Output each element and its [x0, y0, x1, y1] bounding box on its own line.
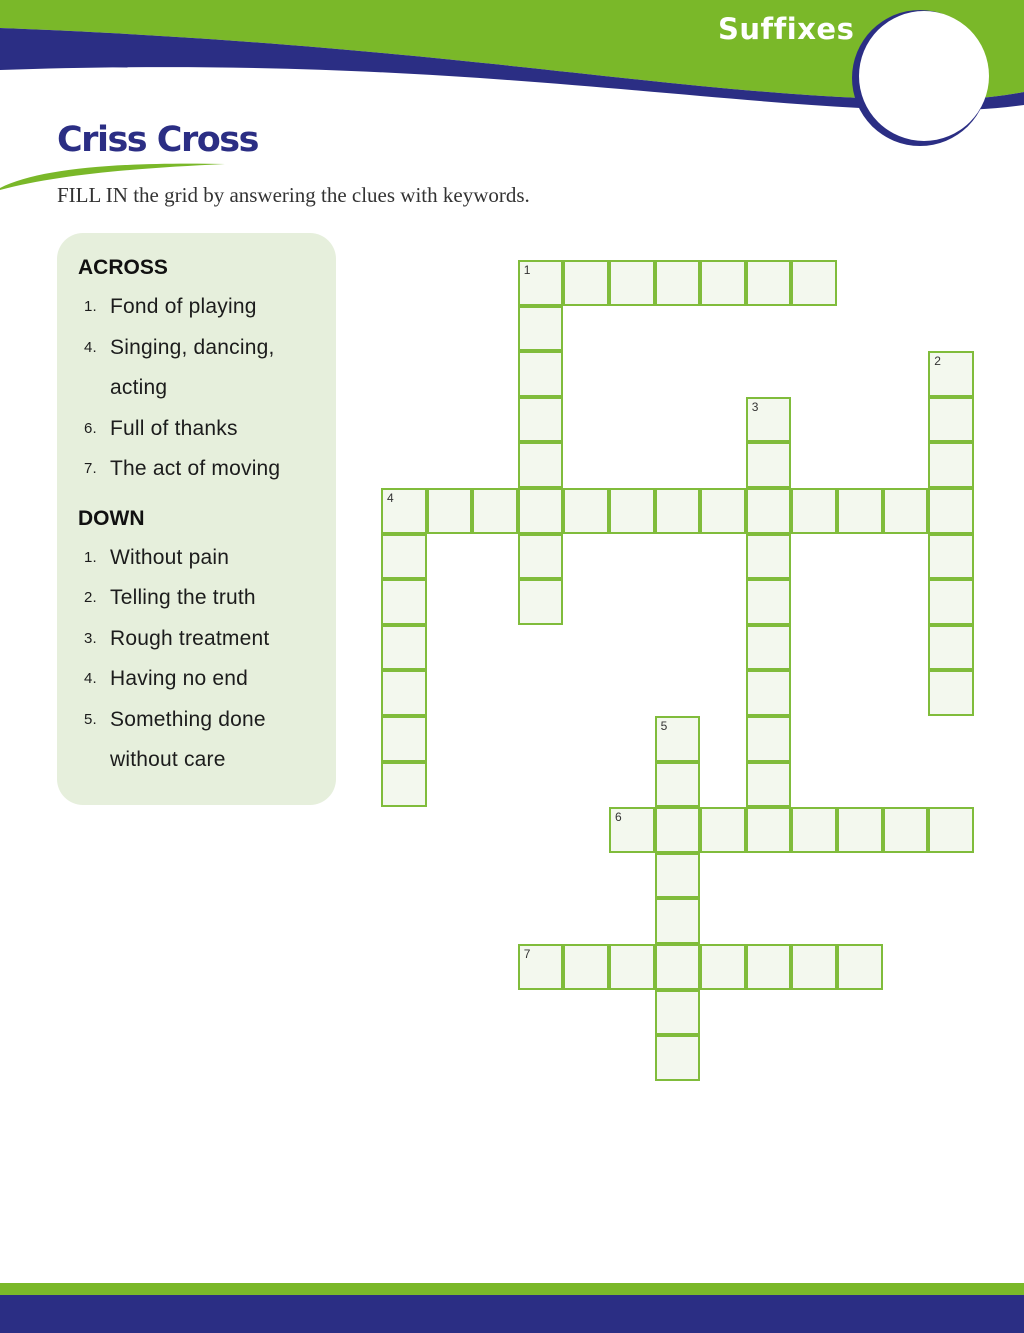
- crossword-cell[interactable]: [381, 625, 427, 671]
- crossword-cell[interactable]: [563, 944, 609, 990]
- crossword-cell[interactable]: [381, 762, 427, 808]
- clues-panel: [57, 233, 336, 805]
- crossword-cell[interactable]: [883, 807, 929, 853]
- crossword-cell[interactable]: [746, 442, 792, 488]
- crossword-cell[interactable]: [518, 260, 564, 306]
- across-clue: [78, 287, 316, 328]
- down-clue: [78, 700, 316, 781]
- across-clue: [78, 409, 316, 450]
- crossword-cell[interactable]: [381, 579, 427, 625]
- cell-number-label: 5: [660, 719, 668, 733]
- crossword-cell[interactable]: [427, 488, 473, 534]
- footer-green-stripe: [0, 1283, 1024, 1295]
- crossword-cell[interactable]: [928, 397, 974, 443]
- crossword-cell[interactable]: [518, 306, 564, 352]
- crossword-cell[interactable]: [655, 898, 701, 944]
- crossword-cell[interactable]: [563, 488, 609, 534]
- crossword-cell[interactable]: [518, 579, 564, 625]
- down-clue-list: [78, 538, 316, 781]
- header-circle: [859, 11, 989, 141]
- crossword-cell[interactable]: [518, 488, 564, 534]
- crossword-cell[interactable]: [609, 488, 655, 534]
- clue-number: 4.: [84, 670, 97, 687]
- page-title: Criss Cross: [57, 120, 258, 160]
- crossword-cell[interactable]: [609, 260, 655, 306]
- crossword-cell[interactable]: [928, 807, 974, 853]
- footer-navy-bar: [0, 1295, 1024, 1333]
- clue-text: Without pain: [110, 545, 230, 569]
- crossword-cell[interactable]: [928, 351, 974, 397]
- crossword-cell[interactable]: [518, 351, 564, 397]
- across-clue: [78, 449, 316, 490]
- crossword-cell[interactable]: [837, 944, 883, 990]
- cell-number-label: 4: [387, 491, 394, 505]
- down-clue: [78, 659, 316, 700]
- crossword-cell[interactable]: [655, 716, 701, 762]
- crossword-cell[interactable]: [928, 670, 974, 716]
- crossword-cell[interactable]: [700, 807, 746, 853]
- crossword-cell[interactable]: [837, 488, 883, 534]
- clue-text: Rough treatment: [110, 626, 270, 650]
- crossword-cell[interactable]: [791, 488, 837, 534]
- section-label: Suffixes: [718, 12, 855, 46]
- clue-number: 1.: [84, 548, 97, 566]
- crossword-cell[interactable]: [791, 944, 837, 990]
- crossword-cell[interactable]: [381, 670, 427, 716]
- clue-text: Telling the truth: [110, 586, 256, 609]
- cell-number-label: 2: [934, 354, 941, 369]
- crossword-cell[interactable]: [472, 488, 518, 534]
- instruction-text: FILL IN the grid by answering the clues with keywords.: [57, 183, 530, 207]
- crossword-cell[interactable]: [928, 579, 974, 625]
- crossword-cell[interactable]: [746, 260, 792, 306]
- crossword-cell[interactable]: [928, 488, 974, 534]
- crossword-cell[interactable]: [928, 534, 974, 580]
- cell-number-label: 1: [523, 263, 531, 277]
- clue-number: 2.: [84, 589, 97, 606]
- clue-text: Fond of playing: [110, 295, 257, 318]
- crossword-cell[interactable]: [746, 534, 792, 580]
- clue-text: Having no end: [110, 667, 249, 690]
- crossword-cell[interactable]: [518, 944, 564, 990]
- crossword-cell[interactable]: [837, 807, 883, 853]
- clue-text: Something done without care: [110, 707, 266, 771]
- down-clue: [78, 619, 316, 660]
- clue-number: 6.: [84, 419, 97, 437]
- crossword-cell[interactable]: [746, 762, 792, 808]
- clue-number: 1.: [84, 298, 97, 315]
- crossword-cell[interactable]: [655, 762, 701, 808]
- crossword-cell[interactable]: [655, 488, 701, 534]
- crossword-cell[interactable]: [746, 625, 792, 671]
- clue-number: 4.: [84, 338, 97, 356]
- crossword-cell[interactable]: [700, 488, 746, 534]
- crossword-cell[interactable]: [791, 260, 837, 306]
- crossword-cell[interactable]: [655, 944, 701, 990]
- crossword-cell[interactable]: [883, 488, 929, 534]
- crossword-cell[interactable]: [655, 1035, 701, 1081]
- crossword-cell[interactable]: [928, 442, 974, 488]
- cell-number-label: 3: [751, 399, 759, 414]
- clue-number: 7.: [84, 460, 97, 477]
- crossword-cell[interactable]: [518, 442, 564, 488]
- clue-text: Singing, dancing, acting: [110, 335, 275, 399]
- cell-number-label: 7: [523, 947, 531, 961]
- crossword-cell[interactable]: [381, 716, 427, 762]
- crossword-cell[interactable]: [746, 670, 792, 716]
- crossword-cell[interactable]: [928, 625, 974, 671]
- crossword-cell[interactable]: [746, 807, 792, 853]
- crossword-cell[interactable]: [700, 944, 746, 990]
- crossword-cell[interactable]: [381, 534, 427, 580]
- down-clue: [78, 538, 316, 579]
- crossword-cell[interactable]: [609, 807, 655, 853]
- down-heading: DOWN: [78, 506, 145, 530]
- cell-number-label: 6: [615, 810, 622, 825]
- crossword-cell[interactable]: [609, 944, 655, 990]
- across-clue-list: [78, 287, 316, 490]
- crossword-cell[interactable]: [746, 488, 792, 534]
- down-clue: [78, 578, 316, 619]
- crossword-cell[interactable]: [518, 534, 564, 580]
- crossword-cell[interactable]: [518, 397, 564, 443]
- clue-number: 5.: [84, 710, 97, 728]
- crossword-cell[interactable]: [746, 579, 792, 625]
- crossword-cell[interactable]: [655, 853, 701, 899]
- crossword-cell[interactable]: [746, 397, 792, 443]
- crossword-cell[interactable]: [746, 944, 792, 990]
- clue-text: Full of thanks: [110, 416, 238, 440]
- crossword-cell[interactable]: [791, 807, 837, 853]
- crossword-cell[interactable]: [700, 260, 746, 306]
- across-clue: [78, 328, 316, 409]
- across-heading: ACROSS: [78, 256, 168, 279]
- crossword-cell[interactable]: [655, 807, 701, 853]
- clue-number: 3.: [84, 629, 97, 647]
- crossword-cell[interactable]: [381, 488, 427, 534]
- crossword-cell[interactable]: [655, 990, 701, 1036]
- crossword-cell[interactable]: [746, 716, 792, 762]
- clue-text: The act of moving: [110, 457, 281, 480]
- crossword-cell[interactable]: [655, 260, 701, 306]
- crossword-cell[interactable]: [563, 260, 609, 306]
